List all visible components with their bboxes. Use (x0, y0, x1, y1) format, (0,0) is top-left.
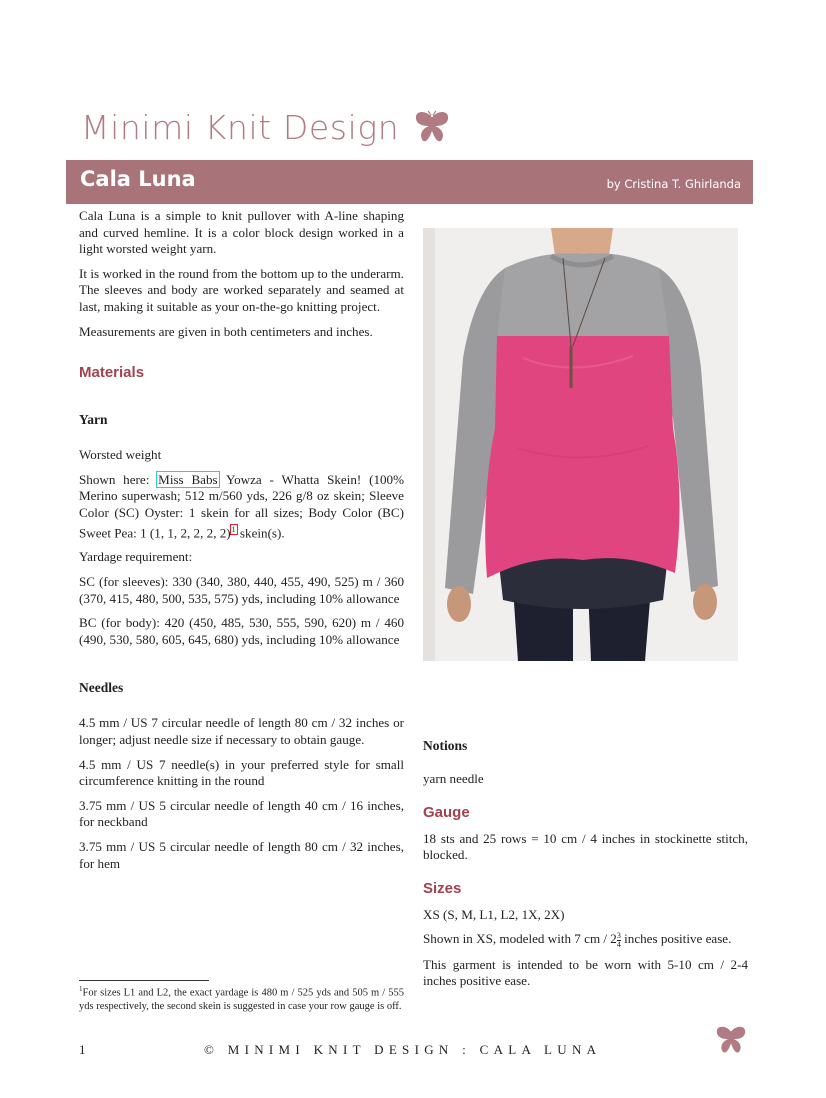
footnote-text: For sizes L1 and L2, the exact yardage is 480 m / 525 yds and 505 m / 555 yds respectively, the second skein is suggested in case your row gauge is off. (79, 987, 404, 1013)
shown-text: Yowza - Whatta Skein! (100% Merino superwash; 512 m/560 yds, 226 g/8 oz skein; Sleeve Color (SC) Oyster: 1 skein for all sizes; Body Color (BC) Sweet Pea: 1 (1, 1, 2, 2, 2, 2) (79, 471, 404, 540)
pattern-title: Cala Luna (80, 167, 196, 191)
right-column (423, 738, 748, 998)
sizes-shown (423, 931, 748, 949)
footnote (79, 983, 404, 1014)
author-credit: by Cristina T. Ghirlanda (606, 177, 741, 191)
shown-suffix: skein(s). (236, 524, 285, 540)
brand-name: Minimi Knit Design (81, 107, 400, 147)
fraction-denominator: 4 (616, 939, 621, 949)
needle-item: 4.5 mm / US 7 needle(s) in your preferred style for small circumference knitting in the round (79, 756, 404, 789)
intro-paragraph: It is worked in the round from the bottom up to the underarm. The sleeves and body are worked separately and seamed at last, making it suitable as your on-the-go knitting project. (79, 265, 404, 314)
fraction-numerator: 3 (616, 930, 621, 940)
sizes-shown-a: Shown in XS, modeled with 7 cm / 2 (423, 931, 617, 947)
left-column (79, 208, 404, 880)
title-banner (66, 160, 753, 204)
sizes-list: XS (S, M, L1, L2, 1X, 2X) (423, 906, 565, 922)
notions-text: yarn needle (423, 771, 484, 786)
sizes-shown-b: inches positive ease. (620, 931, 732, 947)
intro-paragraph: Cala Luna is a simple to knit pullover with A-line shaping and curved hemline. It is a color block design worked in a light worsted weight yarn. (79, 208, 404, 257)
needle-item: 4.5 mm / US 7 circular needle of length 80 cm / 32 inches or longer; adjust needle size if necessary to obtain gauge. (79, 715, 404, 748)
footnote-rule (79, 980, 209, 981)
yardage-sc: SC (for sleeves): 330 (340, 380, 440, 455, 490, 525) m / 360 (370, 415, 480, 500, 535, 575) yds, including 10% allowance (79, 574, 404, 606)
intro-paragraph: Measurements are given in both centimeters and inches. (79, 323, 373, 339)
needle-item: 3.75 mm / US 5 circular needle of length 80 cm / 32 inches, for hem (79, 839, 404, 871)
yarn-weight: Worsted weight (79, 447, 162, 463)
page-footer (0, 1042, 826, 1062)
gauge-text: 18 sts and 25 rows = 10 cm / 4 inches in stockinette stitch, blocked. (423, 830, 748, 863)
sweater-photo (423, 228, 738, 661)
butterfly-icon (714, 1025, 748, 1055)
footer-text: © MINIMI KNIT DESIGN : CALA LUNA (204, 1042, 602, 1057)
yarn-shown-here (79, 472, 404, 542)
sizes-intent: This garment is intended to be worn with 5-10 cm / 2-4 inches positive ease. (423, 956, 748, 989)
sizes-heading: Sizes (423, 879, 462, 897)
yardage-bc: BC (for body): 420 (450, 485, 530, 555, 590, 620) m / 460 (490, 530, 580, 605, 645, 680) yds, including 10% allowance (79, 615, 404, 647)
yardage-label: Yardage requirement: (79, 549, 193, 565)
miss-babs-link[interactable]: Miss Babs (158, 471, 218, 487)
notions-heading: Notions (423, 738, 468, 753)
materials-heading: Materials (79, 364, 145, 382)
needles-heading: Needles (79, 680, 124, 696)
footnote-mark: 1 (79, 985, 83, 993)
gauge-heading: Gauge (423, 803, 470, 821)
needle-item: 3.75 mm / US 5 circular needle of length 40 cm / 16 inches, for neckband (79, 797, 404, 830)
page-number: 1 (79, 1042, 86, 1057)
footnote-link[interactable]: 1 (231, 524, 236, 534)
brand-header (81, 102, 451, 152)
yarn-heading: Yarn (79, 412, 108, 428)
butterfly-icon (413, 110, 451, 144)
shown-prefix: Shown here: (79, 471, 150, 487)
